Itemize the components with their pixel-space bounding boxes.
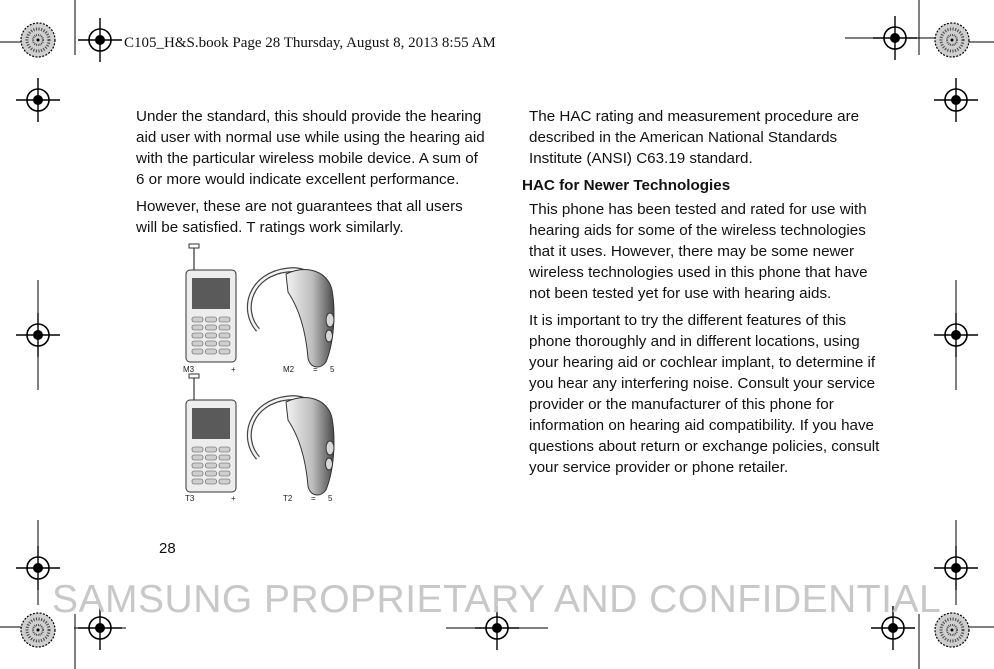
phone-rating-label: T3 — [185, 494, 195, 503]
plus-sign: + — [231, 365, 236, 374]
sum-result: 5 — [328, 494, 333, 503]
equals-sign: = — [313, 365, 318, 374]
section-heading: HAC for Newer Technologies — [522, 177, 731, 194]
left-paragraph-2: However, these are not guarantees that all users will be satisfied. T ratings work similarly. — [136, 198, 463, 236]
page-number: 28 — [159, 540, 176, 557]
right-column — [522, 106, 889, 484]
hearing-aid-icon — [249, 398, 334, 495]
cell-phone-icon — [186, 244, 236, 362]
right-paragraph-1: The HAC rating and measurement procedure are described in the American National Standards Institute (ANSI) C63.19 standard. — [529, 108, 860, 167]
plus-sign: + — [231, 494, 236, 503]
hearing-aid-icon — [249, 270, 334, 367]
right-paragraph-3: It is important to try the different features of this phone thoroughly and in different locations, using your hearing aid or cochlear implant, to determine if you hear any interfering noise. Consult your service provider or the manufacturer of this phone for information on hearing aid compatibility. If you have questions about return or exchange policies, consult your service provider or phone retailer. — [529, 312, 880, 476]
hearing-aid-rating-label: T2 — [283, 494, 293, 503]
phone-rating-label: M3 — [183, 365, 195, 374]
equals-sign: = — [311, 494, 316, 503]
book-header: C105_H&S.book Page 28 Thursday, August 8, 2013 8:55 AM — [124, 35, 496, 51]
left-paragraph-1: Under the standard, this should provide the hearing aid user with normal use while using the hearing aid with the particular wireless mobile device. A sum of 6 or more would indicate excellent performance. — [136, 108, 485, 188]
cell-phone-icon — [186, 374, 236, 492]
sum-result: 5 — [330, 365, 335, 374]
confidential-watermark: SAMSUNG PROPRIETARY AND CONFIDENTIAL — [52, 578, 942, 621]
hearing-aid-rating-label: M2 — [283, 365, 295, 374]
right-paragraph-2: This phone has been tested and rated for use with hearing aids for some of the wireless technologies that it uses. However, there may be some newer wireless technologies used in this phone that have not been tested yet for use with hearing aids. — [529, 201, 868, 302]
